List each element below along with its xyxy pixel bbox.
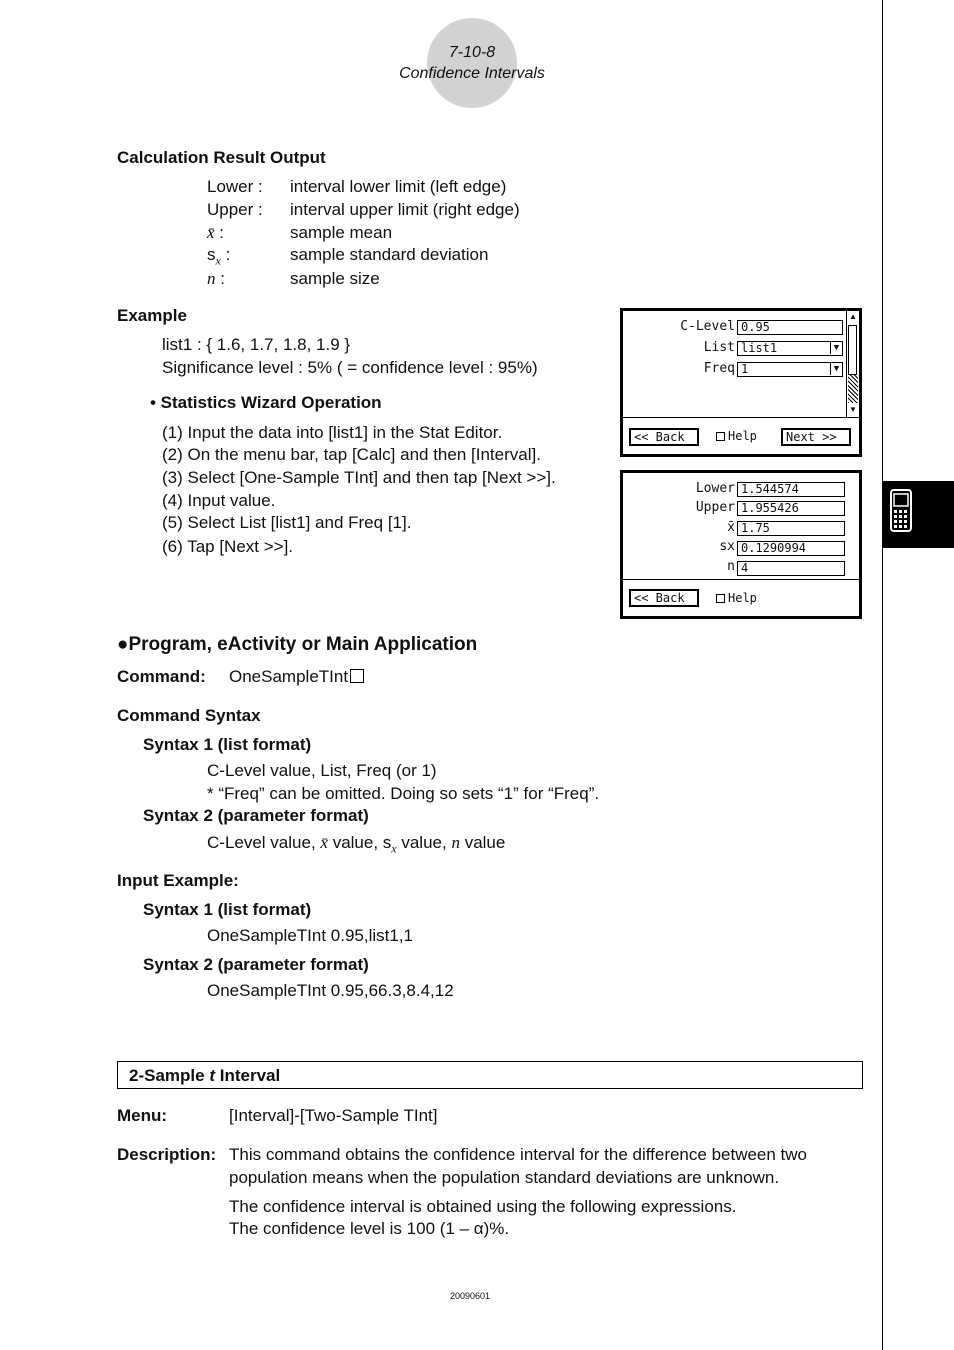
xbar-symbol: x̄ <box>320 833 328 852</box>
clevel-field[interactable]: 0.95 <box>737 320 843 335</box>
chevron-down-icon[interactable]: ▼ <box>830 342 842 354</box>
step-4: (4) Input value. <box>162 491 276 510</box>
page-title: Confidence Intervals <box>399 65 545 82</box>
freq-select[interactable] <box>737 362 843 377</box>
command-value <box>229 667 364 687</box>
lower-label: Lower <box>695 481 735 496</box>
colon: : <box>225 245 231 264</box>
checkbox-icon[interactable] <box>716 594 725 603</box>
list-select[interactable] <box>737 341 843 356</box>
wizard-heading: • Statistics Wizard Operation <box>150 393 382 412</box>
example2-heading: Syntax 2 (parameter format) <box>143 955 369 974</box>
syntax2-part-b: value, s <box>332 833 392 852</box>
syntax2-part-a: C-Level value, <box>207 833 316 852</box>
step-3: (3) Select [One-Sample TInt] and then tap [Next >>]. <box>162 468 556 487</box>
key-mean <box>207 223 224 243</box>
program-heading: ●Program, eActivity or Main Application <box>117 634 478 655</box>
colon: : <box>219 223 225 242</box>
n-symbol: n <box>451 833 460 852</box>
syntax2-heading: Syntax 2 (parameter format) <box>143 806 369 825</box>
menu-value: [Interval]-[Two-Sample TInt] <box>229 1106 438 1125</box>
step-6: (6) Tap [Next >>]. <box>162 537 294 556</box>
help-label: Help <box>728 429 757 443</box>
section-title <box>129 1066 280 1086</box>
n-symbol: n <box>207 269 216 288</box>
scroll-thumb[interactable] <box>848 325 857 375</box>
description-line-2: population means when the population standard deviations are unknown. <box>229 1168 780 1187</box>
description-line-1: This command obtains the confidence interval for the difference between two <box>229 1145 808 1164</box>
list-value: list1 <box>741 341 778 355</box>
help-checkbox[interactable] <box>716 591 757 605</box>
calc-result-heading: Calculation Result Output <box>117 148 326 167</box>
description-label: Description: <box>117 1145 217 1164</box>
syntax-heading: Command Syntax <box>117 706 261 725</box>
section-title-b: Interval <box>219 1066 281 1085</box>
clevel-label: C-Level <box>680 319 735 334</box>
syntax1-line: C-Level value, List, Freq (or 1) <box>207 761 437 780</box>
desc-sd: sample standard deviation <box>290 245 489 264</box>
help-checkbox[interactable] <box>716 429 757 443</box>
description-line-3: The confidence interval is obtained using the following expressions. <box>229 1197 737 1216</box>
key-lower: Lower : <box>207 177 263 196</box>
scroll-down-icon[interactable]: ▼ <box>849 405 857 414</box>
space-symbol-icon <box>350 669 364 683</box>
section-title-box <box>117 1061 863 1089</box>
mean-label: x̄ <box>727 520 735 535</box>
example-heading: Example <box>117 306 187 325</box>
scrollbar[interactable] <box>846 311 859 417</box>
syntax2-part-d: value <box>464 833 506 852</box>
page-number: 7-10-8 <box>448 44 496 61</box>
mean-value: 1.75 <box>737 521 845 536</box>
input-example-heading: Input Example: <box>117 871 239 890</box>
key-sd <box>207 245 230 268</box>
margin-rule <box>882 0 883 1350</box>
example1-line: OneSampleTInt 0.95,list1,1 <box>207 926 414 945</box>
upper-label: Upper <box>695 500 735 515</box>
sd-label: sx <box>719 539 735 554</box>
checkbox-icon[interactable] <box>716 432 725 441</box>
n-label: n <box>727 559 735 574</box>
calculator-icon <box>883 481 954 548</box>
result-screen <box>620 470 862 619</box>
header-circle <box>427 18 517 108</box>
command-label: Command: <box>117 667 206 686</box>
key-n <box>207 269 225 289</box>
desc-mean: sample mean <box>290 223 393 242</box>
section-title-t: t <box>209 1066 215 1085</box>
step-2: (2) On the menu bar, tap [Calc] and then [Interval]. <box>162 445 541 464</box>
step-5: (5) Select List [list1] and Freq [1]. <box>162 513 412 532</box>
n-value: 4 <box>737 561 845 576</box>
example1-heading: Syntax 1 (list format) <box>143 900 312 919</box>
xbar-symbol: x̄ <box>207 223 215 242</box>
scroll-track <box>848 375 858 403</box>
syntax1-note: * “Freq” can be omitted. Doing so sets “1” for “Freq”. <box>207 784 600 803</box>
syntax2-line <box>207 833 505 856</box>
sub-x: x <box>391 841 397 856</box>
s-symbol: s <box>207 245 216 264</box>
sd-value: 0.1290994 <box>737 541 845 556</box>
example2-line: OneSampleTInt 0.95,66.3,8.4,12 <box>207 981 454 1000</box>
upper-value: 1.955426 <box>737 501 845 516</box>
list-label: List <box>703 340 735 355</box>
key-upper: Upper : <box>207 200 263 219</box>
syntax1-heading: Syntax 1 (list format) <box>143 735 312 754</box>
syntax2-part-c: value, <box>401 833 447 852</box>
wizard-input-screen <box>620 308 862 457</box>
example-significance: Significance level : 5% ( = confidence level : 95%) <box>162 358 538 377</box>
back-button[interactable]: << Back <box>629 428 699 446</box>
colon: : <box>220 269 225 288</box>
freq-value: 1 <box>741 362 749 376</box>
lower-value: 1.544574 <box>737 482 845 497</box>
section-title-a: 2-Sample <box>129 1066 205 1085</box>
next-button[interactable]: Next >> <box>781 428 851 446</box>
example-list: list1 : { 1.6, 1.7, 1.8, 1.9 } <box>162 335 351 354</box>
screen-divider <box>623 417 859 418</box>
chapter-tab <box>883 481 954 548</box>
command-name: OneSampleTInt <box>229 667 349 686</box>
scroll-up-icon[interactable]: ▲ <box>849 312 857 321</box>
help-label: Help <box>728 591 757 605</box>
back-button[interactable]: << Back <box>629 589 699 607</box>
freq-label: Freq <box>703 361 735 376</box>
desc-lower: interval lower limit (left edge) <box>290 177 507 196</box>
sub-x: x <box>215 253 221 268</box>
desc-n: sample size <box>290 269 380 288</box>
menu-label: Menu: <box>117 1106 168 1125</box>
screen-divider <box>623 579 859 580</box>
desc-upper: interval upper limit (right edge) <box>290 200 520 219</box>
step-1: (1) Input the data into [list1] in the Stat Editor. <box>162 423 503 442</box>
footer-code: 20090601 <box>449 1291 491 1301</box>
chevron-down-icon[interactable]: ▼ <box>830 363 842 375</box>
description-line-4: The confidence level is 100 (1 – α)%. <box>229 1219 510 1238</box>
